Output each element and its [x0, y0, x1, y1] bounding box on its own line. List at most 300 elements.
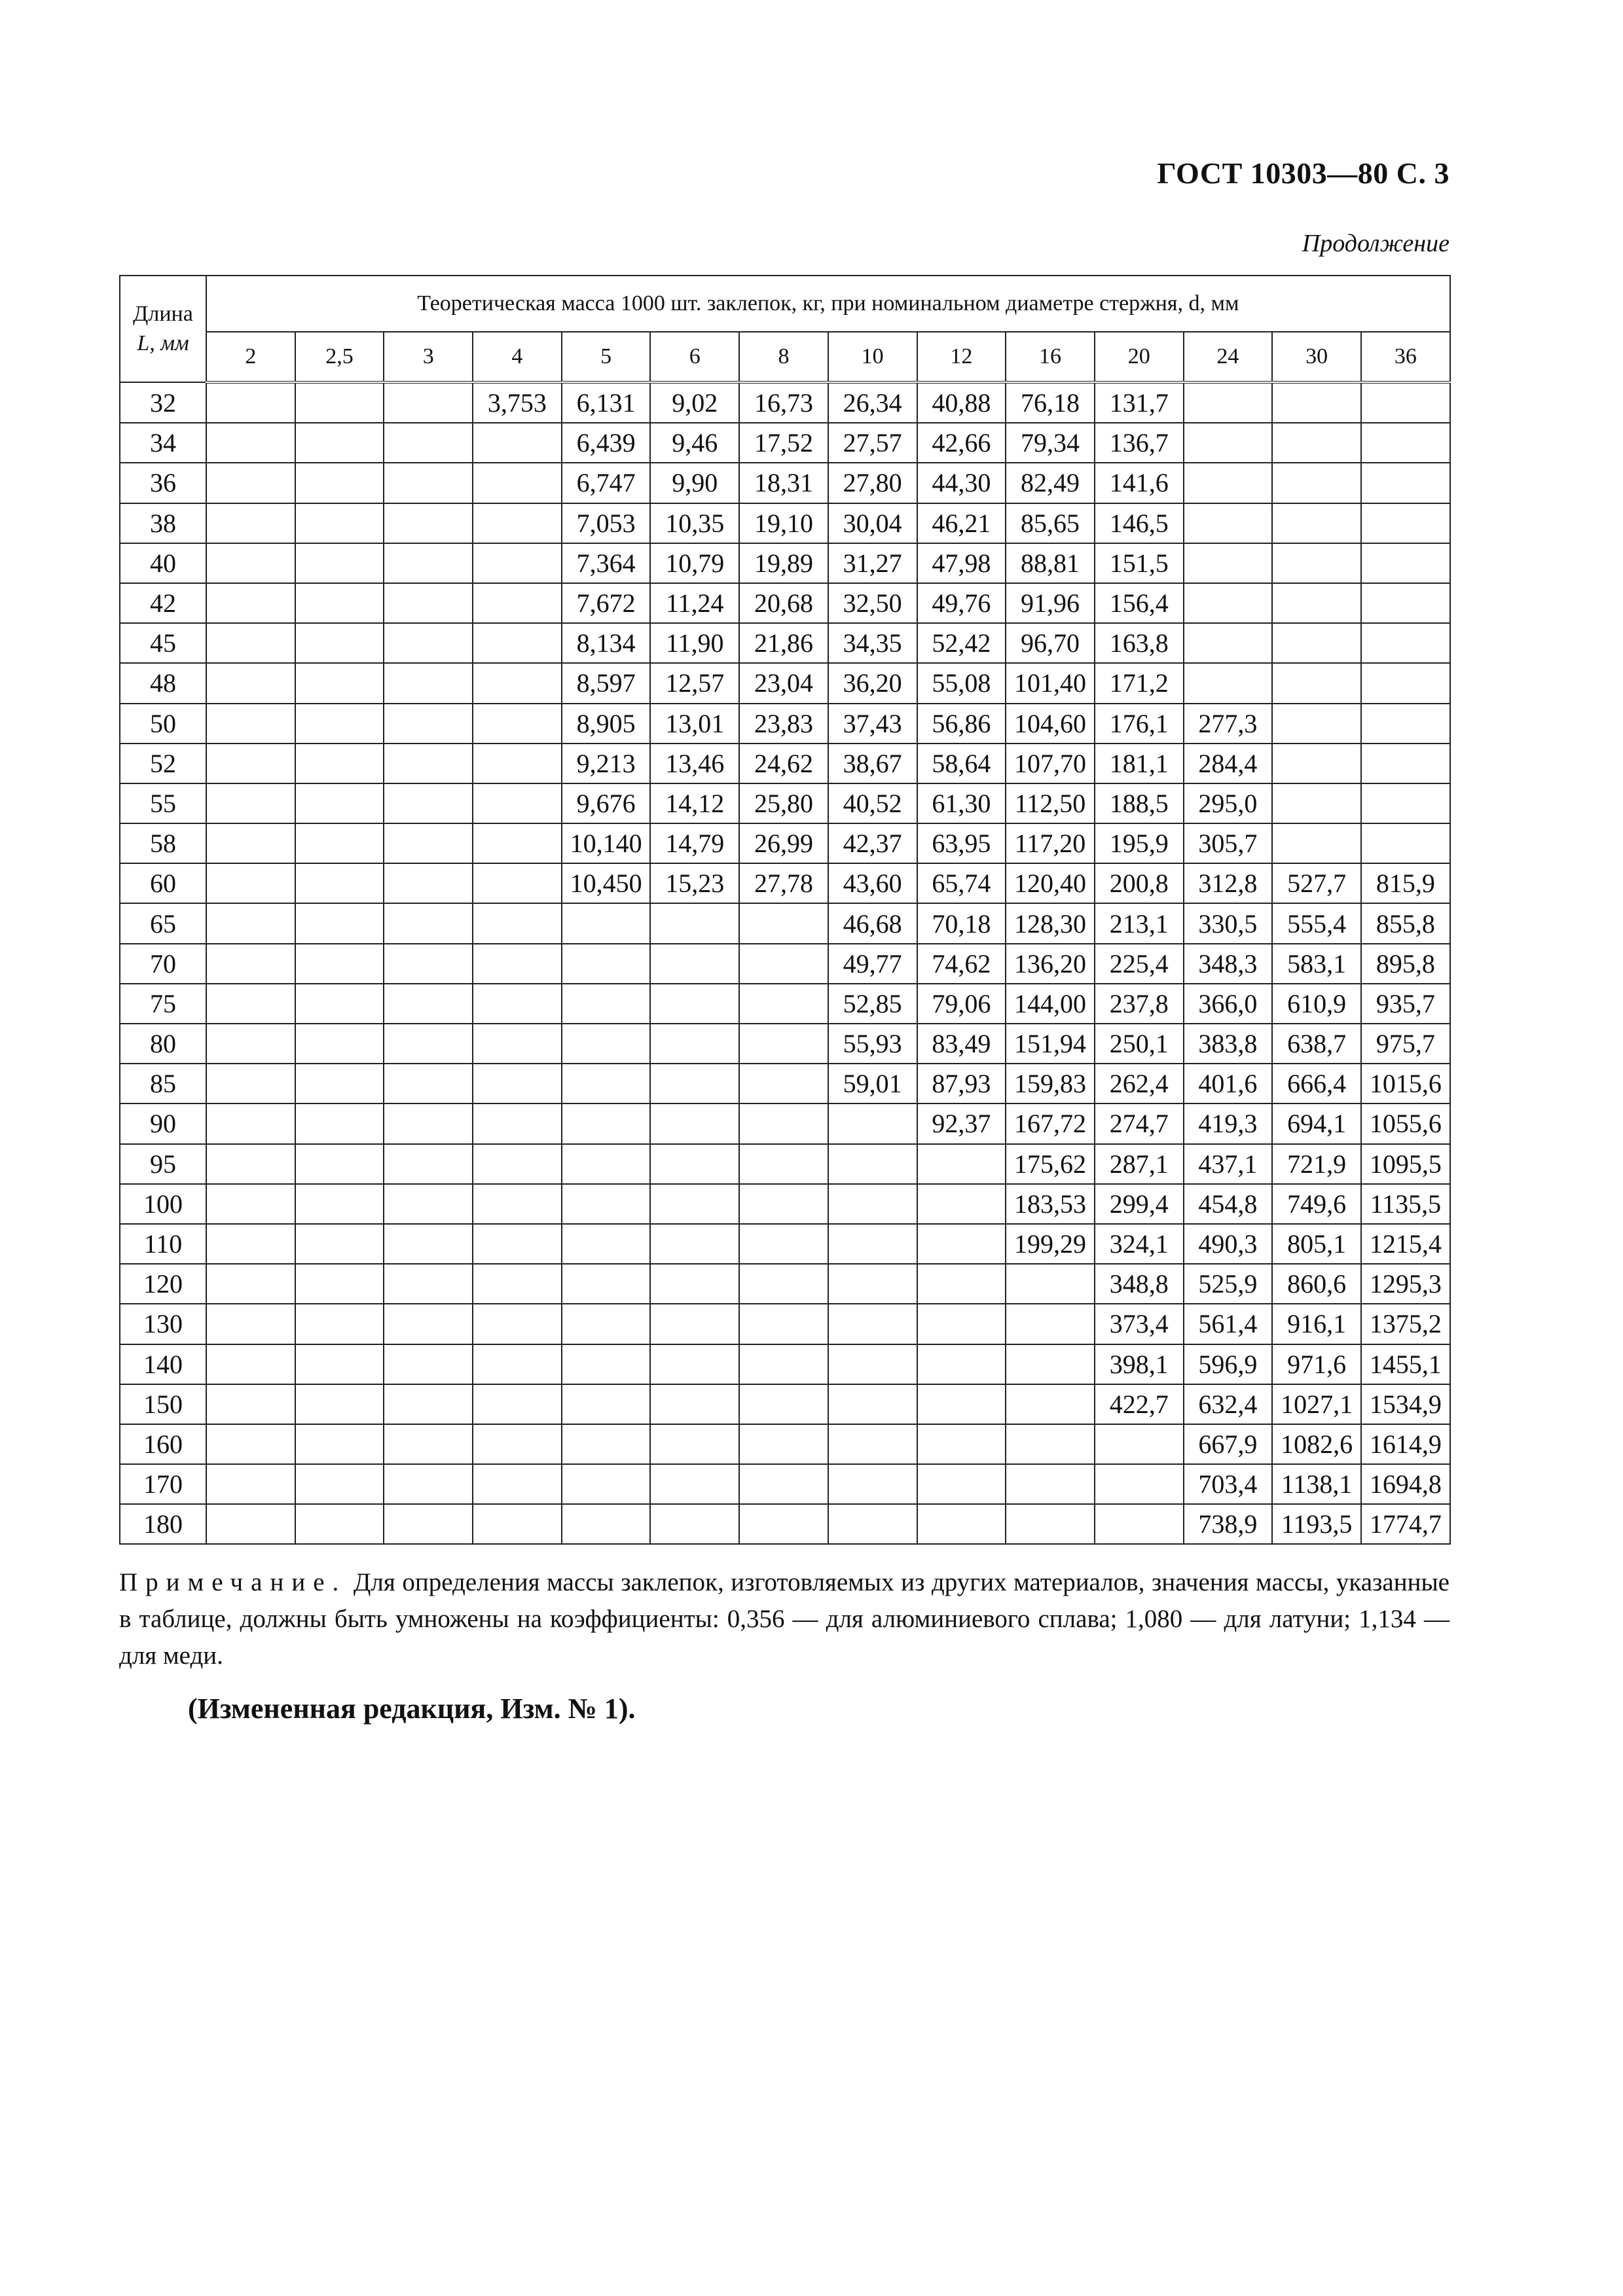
mass-cell [1184, 382, 1273, 423]
mass-cell [1361, 623, 1450, 663]
mass-cell [206, 1064, 295, 1103]
mass-cell [828, 1184, 917, 1224]
mass-cell: 422,7 [1095, 1384, 1184, 1424]
mass-cell: 274,7 [1095, 1103, 1184, 1143]
mass-cell [473, 1103, 562, 1143]
mass-cell [1184, 623, 1273, 663]
mass-cell [206, 1184, 295, 1224]
diameter-header-cell: 6 [650, 332, 739, 382]
mass-cell [1361, 503, 1450, 543]
mass-cell [473, 623, 562, 663]
mass-cell: 56,86 [917, 704, 1006, 744]
mass-cell [650, 1024, 739, 1064]
mass-cell: 34,35 [828, 623, 917, 663]
mass-cell [206, 503, 295, 543]
mass-cell: 9,02 [650, 382, 739, 423]
mass-cell: 10,450 [562, 863, 651, 903]
mass-cell: 49,77 [828, 944, 917, 984]
mass-cell: 895,8 [1361, 944, 1450, 984]
mass-cell [206, 704, 295, 744]
mass-cell: 59,01 [828, 1064, 917, 1103]
mass-cell [206, 1384, 295, 1424]
mass-cell [1006, 1384, 1095, 1424]
mass-cell: 1375,2 [1361, 1304, 1450, 1344]
mass-cell: 13,01 [650, 704, 739, 744]
mass-cell: 694,1 [1272, 1103, 1361, 1143]
mass-cell [473, 783, 562, 823]
mass-cell: 1135,5 [1361, 1184, 1450, 1224]
table-row [120, 1144, 1450, 1184]
mass-cell: 8,905 [562, 704, 651, 744]
mass-cell [1272, 704, 1361, 744]
mass-cell [473, 903, 562, 943]
mass-cell: 6,439 [562, 423, 651, 463]
mass-cell [562, 1344, 651, 1384]
mass-cell: 348,8 [1095, 1264, 1184, 1304]
mass-cell: 1193,5 [1272, 1504, 1361, 1544]
mass-cell [295, 1224, 384, 1264]
mass-cell [917, 1384, 1006, 1424]
mass-cell [650, 944, 739, 984]
mass-cell: 76,18 [1006, 382, 1095, 423]
mass-cell: 42,37 [828, 823, 917, 863]
mass-cell [295, 1103, 384, 1143]
mass-cell: 9,676 [562, 783, 651, 823]
mass-cell: 43,60 [828, 863, 917, 903]
mass-cell [1006, 1264, 1095, 1304]
mass-cell [206, 1304, 295, 1344]
mass-cell: 6,131 [562, 382, 651, 423]
table-row [120, 1504, 1450, 1544]
mass-cell [650, 903, 739, 943]
mass-cell [206, 382, 295, 423]
mass-cell [206, 1464, 295, 1504]
table-row [120, 783, 1450, 823]
mass-cell [206, 623, 295, 663]
mass-cell [384, 903, 473, 943]
mass-cell [650, 1464, 739, 1504]
length-cell: 36 [120, 463, 206, 503]
length-cell: 52 [120, 744, 206, 783]
mass-cell [295, 823, 384, 863]
table-row [120, 1264, 1450, 1304]
mass-cell: 31,27 [828, 543, 917, 583]
mass-cell [562, 1184, 651, 1224]
table-row [120, 1184, 1450, 1224]
length-cell: 32 [120, 382, 206, 423]
mass-cell: 1694,8 [1361, 1464, 1450, 1504]
mass-cell [1272, 423, 1361, 463]
mass-cell [384, 463, 473, 503]
mass-cell [1184, 583, 1273, 623]
mass-cell [295, 543, 384, 583]
mass-cell: 151,94 [1006, 1024, 1095, 1064]
mass-cell: 79,34 [1006, 423, 1095, 463]
mass-cell: 1614,9 [1361, 1424, 1450, 1464]
mass-cell: 3,753 [473, 382, 562, 423]
mass-cell [384, 1264, 473, 1304]
mass-cell [1361, 382, 1450, 423]
mass-cell [917, 1424, 1006, 1464]
mass-cell [384, 1144, 473, 1184]
mass-cell [206, 783, 295, 823]
mass-cell [206, 1224, 295, 1264]
mass-cell [1272, 463, 1361, 503]
table-row [120, 823, 1450, 863]
mass-cell: 299,4 [1095, 1184, 1184, 1224]
mass-cell [650, 1103, 739, 1143]
mass-cell [1272, 623, 1361, 663]
mass-cell [295, 1504, 384, 1544]
mass-cell [473, 1224, 562, 1264]
mass-cell: 40,52 [828, 783, 917, 823]
length-cell: 90 [120, 1103, 206, 1143]
mass-cell [1006, 1464, 1095, 1504]
mass-cell [828, 1504, 917, 1544]
mass-cell [739, 1024, 828, 1064]
mass-cell [473, 1344, 562, 1384]
table-row [120, 944, 1450, 984]
mass-cell: 159,83 [1006, 1064, 1095, 1103]
mass-cell [1184, 423, 1273, 463]
length-header-unit: L, мм [137, 331, 189, 355]
mass-cell [828, 1424, 917, 1464]
mass-cell [828, 1384, 917, 1424]
mass-cell: 805,1 [1272, 1224, 1361, 1264]
mass-cell [206, 744, 295, 783]
mass-cell [1272, 382, 1361, 423]
mass-cell: 10,79 [650, 543, 739, 583]
mass-cell: 47,98 [917, 543, 1006, 583]
table-row [120, 744, 1450, 783]
table-row [120, 1384, 1450, 1424]
mass-cell [917, 1144, 1006, 1184]
mass-cell: 1138,1 [1272, 1464, 1361, 1504]
table-row [120, 1064, 1450, 1103]
mass-cell [473, 1384, 562, 1424]
diameter-header-cell: 8 [739, 332, 828, 382]
diameter-header-cell: 36 [1361, 332, 1450, 382]
mass-cell: 284,4 [1184, 744, 1273, 783]
mass-cell [473, 663, 562, 703]
mass-cell: 144,00 [1006, 984, 1095, 1024]
mass-cell [384, 1344, 473, 1384]
mass-cell: 13,46 [650, 744, 739, 783]
mass-cell [828, 1264, 917, 1304]
table-row [120, 583, 1450, 623]
mass-cell [384, 1064, 473, 1103]
mass-cell [650, 1184, 739, 1224]
mass-cell: 58,64 [917, 744, 1006, 783]
mass-cell: 667,9 [1184, 1424, 1273, 1464]
mass-cell: 136,20 [1006, 944, 1095, 984]
length-cell: 70 [120, 944, 206, 984]
mass-cell [828, 1103, 917, 1143]
mass-cell [384, 944, 473, 984]
table-row [120, 382, 1450, 423]
mass-cell [1361, 823, 1450, 863]
length-cell: 50 [120, 704, 206, 744]
length-cell: 100 [120, 1184, 206, 1224]
mass-cell: 213,1 [1095, 903, 1184, 943]
mass-cell: 749,6 [1272, 1184, 1361, 1224]
mass-cell: 277,3 [1184, 704, 1273, 744]
mass-cell: 188,5 [1095, 783, 1184, 823]
mass-cell: 971,6 [1272, 1344, 1361, 1384]
mass-cell: 9,90 [650, 463, 739, 503]
mass-cell [384, 663, 473, 703]
mass-cell: 815,9 [1361, 863, 1450, 903]
mass-cell [473, 543, 562, 583]
mass-cell [828, 1224, 917, 1264]
mass-cell [1272, 663, 1361, 703]
mass-cell [1095, 1464, 1184, 1504]
mass-cell [295, 704, 384, 744]
mass-cell [384, 1103, 473, 1143]
mass-cell [206, 903, 295, 943]
mass-cell: 916,1 [1272, 1304, 1361, 1344]
mass-cell: 305,7 [1184, 823, 1273, 863]
mass-cell [295, 1384, 384, 1424]
mass-cell [206, 463, 295, 503]
mass-cell: 975,7 [1361, 1024, 1450, 1064]
mass-cell: 583,1 [1272, 944, 1361, 984]
length-cell: 34 [120, 423, 206, 463]
mass-cell: 74,62 [917, 944, 1006, 984]
mass-cell [206, 1344, 295, 1384]
mass-cell [562, 1024, 651, 1064]
mass-cell: 55,08 [917, 663, 1006, 703]
mass-cell: 1055,6 [1361, 1103, 1450, 1143]
mass-cell: 721,9 [1272, 1144, 1361, 1184]
mass-cell [1095, 1424, 1184, 1464]
mass-cell: 525,9 [1184, 1264, 1273, 1304]
mass-cell: 17,52 [739, 423, 828, 463]
mass-cell [1272, 744, 1361, 783]
mass-cell [295, 583, 384, 623]
mass-cell [473, 1184, 562, 1224]
mass-cell [739, 1464, 828, 1504]
mass-cell: 26,99 [739, 823, 828, 863]
mass-cell [739, 1144, 828, 1184]
diameter-header-cell: 10 [828, 332, 917, 382]
mass-cell: 860,6 [1272, 1264, 1361, 1304]
mass-cell: 32,50 [828, 583, 917, 623]
mass-cell [384, 744, 473, 783]
mass-cell [295, 783, 384, 823]
diameter-header-cell: 30 [1272, 332, 1361, 382]
mass-cell: 23,04 [739, 663, 828, 703]
mass-cell [295, 663, 384, 703]
mass-cell [917, 1464, 1006, 1504]
mass-cell [562, 1464, 651, 1504]
table-caption: Теоретическая масса 1000 шт. заклепок, кг, при номинальном диаметре стержня, d, мм [206, 276, 1450, 332]
mass-cell [384, 1424, 473, 1464]
diameter-header-cell: 24 [1184, 332, 1273, 382]
mass-cell: 330,5 [1184, 903, 1273, 943]
mass-cell: 527,7 [1272, 863, 1361, 903]
mass-cell: 88,81 [1006, 543, 1095, 583]
diameter-header-row [120, 332, 1450, 382]
mass-cell: 632,4 [1184, 1384, 1273, 1424]
mass-cell: 312,8 [1184, 863, 1273, 903]
mass-cell: 117,20 [1006, 823, 1095, 863]
mass-cell: 1027,1 [1272, 1384, 1361, 1424]
mass-cell [206, 583, 295, 623]
diameter-header-cell: 2 [206, 332, 295, 382]
mass-cell: 638,7 [1272, 1024, 1361, 1064]
mass-cell: 44,30 [917, 463, 1006, 503]
mass-cell [739, 1064, 828, 1103]
mass-cell: 200,8 [1095, 863, 1184, 903]
mass-cell [650, 1224, 739, 1264]
mass-cell: 324,1 [1095, 1224, 1184, 1264]
mass-cell: 490,3 [1184, 1224, 1273, 1264]
mass-cell [1361, 704, 1450, 744]
mass-cell: 195,9 [1095, 823, 1184, 863]
mass-cell: 366,0 [1184, 984, 1273, 1024]
mass-cell [473, 984, 562, 1024]
mass-cell [473, 1024, 562, 1064]
mass-cell: 27,80 [828, 463, 917, 503]
mass-cell: 454,8 [1184, 1184, 1273, 1224]
mass-cell [473, 583, 562, 623]
mass-cell [384, 984, 473, 1024]
mass-cell [650, 1144, 739, 1184]
mass-cell [384, 783, 473, 823]
mass-cell: 128,30 [1006, 903, 1095, 943]
mass-cell: 8,597 [562, 663, 651, 703]
mass-cell: 65,74 [917, 863, 1006, 903]
mass-cell: 12,57 [650, 663, 739, 703]
diameter-header-cell: 5 [562, 332, 651, 382]
mass-cell: 120,40 [1006, 863, 1095, 903]
mass-cell [384, 543, 473, 583]
mass-cell: 199,29 [1006, 1224, 1095, 1264]
mass-cell: 20,68 [739, 583, 828, 623]
mass-cell [562, 1304, 651, 1344]
mass-cell: 27,78 [739, 863, 828, 903]
mass-cell [206, 1024, 295, 1064]
mass-cell [295, 744, 384, 783]
length-cell: 140 [120, 1344, 206, 1384]
page-header: ГОСТ 10303—80 С. 3 [1157, 156, 1450, 190]
mass-cell [295, 1184, 384, 1224]
mass-cell [295, 1464, 384, 1504]
mass-cell [473, 863, 562, 903]
mass-cell [739, 1224, 828, 1264]
table-note [119, 1564, 1450, 1674]
mass-cell [384, 1184, 473, 1224]
mass-cell [739, 1344, 828, 1384]
mass-cell: 287,1 [1095, 1144, 1184, 1184]
mass-cell: 21,86 [739, 623, 828, 663]
mass-cell: 1082,6 [1272, 1424, 1361, 1464]
mass-cell: 237,8 [1095, 984, 1184, 1024]
mass-cell: 55,93 [828, 1024, 917, 1064]
mass-cell: 1534,9 [1361, 1384, 1450, 1424]
mass-cell [295, 503, 384, 543]
table-row [120, 1304, 1450, 1344]
mass-cell [206, 543, 295, 583]
table-row [120, 1424, 1450, 1464]
mass-cell [384, 583, 473, 623]
mass-cell [562, 1384, 651, 1424]
mass-cell [473, 503, 562, 543]
mass-cell [650, 1304, 739, 1344]
mass-cell: 15,23 [650, 863, 739, 903]
mass-cell: 52,42 [917, 623, 1006, 663]
mass-cell [739, 1504, 828, 1544]
mass-cell: 26,34 [828, 382, 917, 423]
length-cell: 150 [120, 1384, 206, 1424]
mass-cell [295, 463, 384, 503]
mass-cell: 225,4 [1095, 944, 1184, 984]
mass-cell [739, 1304, 828, 1344]
mass-cell: 49,76 [917, 583, 1006, 623]
mass-cell [1095, 1504, 1184, 1544]
table-row [120, 1024, 1450, 1064]
diameter-header-cell: 20 [1095, 332, 1184, 382]
mass-cell [295, 1264, 384, 1304]
mass-cell: 1015,6 [1361, 1064, 1450, 1103]
mass-cell: 383,8 [1184, 1024, 1273, 1064]
mass-cell [473, 823, 562, 863]
mass-cell [739, 1384, 828, 1424]
table-body [120, 382, 1450, 1544]
mass-cell [1272, 583, 1361, 623]
length-cell: 130 [120, 1304, 206, 1344]
mass-cell [295, 423, 384, 463]
mass-cell: 373,4 [1095, 1304, 1184, 1344]
mass-cell [1006, 1304, 1095, 1344]
mass-cell [1361, 663, 1450, 703]
mass-cell: 7,672 [562, 583, 651, 623]
mass-cell [206, 423, 295, 463]
table-row [120, 704, 1450, 744]
mass-cell: 666,4 [1272, 1064, 1361, 1103]
mass-cell [473, 944, 562, 984]
mass-cell: 42,66 [917, 423, 1006, 463]
mass-cell: 703,4 [1184, 1464, 1273, 1504]
mass-cell [1184, 543, 1273, 583]
mass-cell [828, 1144, 917, 1184]
mass-cell: 171,2 [1095, 663, 1184, 703]
mass-cell: 610,9 [1272, 984, 1361, 1024]
mass-cell [650, 1384, 739, 1424]
length-cell: 160 [120, 1424, 206, 1464]
mass-cell: 82,49 [1006, 463, 1095, 503]
length-cell: 40 [120, 543, 206, 583]
mass-cell [917, 1224, 1006, 1264]
mass-cell: 87,93 [917, 1064, 1006, 1103]
mass-cell: 131,7 [1095, 382, 1184, 423]
diameter-header-cell: 3 [384, 332, 473, 382]
length-cell: 58 [120, 823, 206, 863]
length-cell: 55 [120, 783, 206, 823]
table-row [120, 543, 1450, 583]
mass-cell: 1774,7 [1361, 1504, 1450, 1544]
mass-cell [295, 1344, 384, 1384]
mass-cell [295, 984, 384, 1024]
mass-cell [473, 1264, 562, 1304]
mass-cell: 38,67 [828, 744, 917, 783]
mass-cell: 107,70 [1006, 744, 1095, 783]
mass-cell [1184, 663, 1273, 703]
mass-cell: 8,134 [562, 623, 651, 663]
mass-cell: 262,4 [1095, 1064, 1184, 1103]
mass-cell [739, 1264, 828, 1304]
